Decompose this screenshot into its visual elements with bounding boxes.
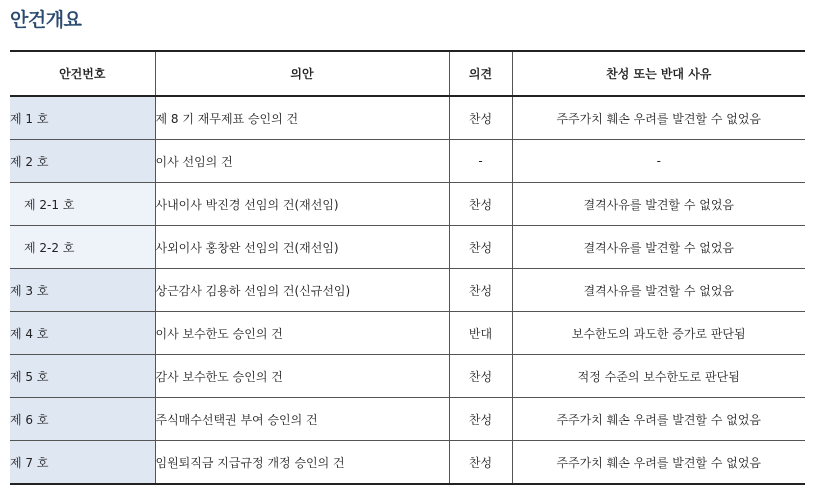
agenda-title-cell: 주식매수선택권 부여 승인의 건 (155, 398, 449, 441)
table-header (10, 51, 805, 96)
header-agenda: 의안 (155, 51, 449, 96)
table-row (10, 312, 805, 355)
agenda-number-cell: 제 7 호 (10, 441, 155, 485)
opinion-cell: 찬성 (449, 355, 512, 398)
agenda-title-cell: 사외이사 홍창완 선임의 건(재선임) (155, 226, 449, 269)
header-reason: 찬성 또는 반대 사유 (512, 51, 805, 96)
header-row (10, 51, 805, 96)
reason-cell: - (512, 140, 805, 183)
agenda-title-cell: 상근감사 김용하 선임의 건(신규선임) (155, 269, 449, 312)
agenda-table (10, 50, 805, 485)
agenda-title-cell: 제 8 기 재무제표 승인의 건 (155, 96, 449, 140)
table-row (10, 226, 805, 269)
table-row (10, 183, 805, 226)
table-row (10, 355, 805, 398)
opinion-cell: 반대 (449, 312, 512, 355)
reason-cell: 결격사유를 발견할 수 없었음 (512, 226, 805, 269)
agenda-number-cell: 제 6 호 (10, 398, 155, 441)
agenda-number-cell: 제 2-2 호 (10, 226, 155, 269)
reason-cell: 주주가치 훼손 우려를 발견할 수 없었음 (512, 398, 805, 441)
opinion-cell: - (449, 140, 512, 183)
table-row (10, 140, 805, 183)
agenda-number-cell: 제 2 호 (10, 140, 155, 183)
header-agenda-number: 안건번호 (10, 51, 155, 96)
page-title: 안건개요 (10, 9, 82, 31)
opinion-cell: 찬성 (449, 269, 512, 312)
header-opinion: 의견 (449, 51, 512, 96)
table-row (10, 398, 805, 441)
agenda-number-cell: 제 1 호 (10, 96, 155, 140)
opinion-cell: 찬성 (449, 398, 512, 441)
opinion-cell: 찬성 (449, 183, 512, 226)
agenda-number-cell: 제 5 호 (10, 355, 155, 398)
agenda-number-cell: 제 3 호 (10, 269, 155, 312)
opinion-cell: 찬성 (449, 96, 512, 140)
agenda-number-cell: 제 4 호 (10, 312, 155, 355)
reason-cell: 주주가치 훼손 우려를 발견할 수 없었음 (512, 96, 805, 140)
reason-cell: 보수한도의 과도한 증가로 판단됨 (512, 312, 805, 355)
agenda-title-cell: 이사 보수한도 승인의 건 (155, 312, 449, 355)
reason-cell: 결격사유를 발견할 수 없었음 (512, 269, 805, 312)
table-row (10, 269, 805, 312)
opinion-cell: 찬성 (449, 226, 512, 269)
agenda-title-cell: 임원퇴직금 지급규정 개정 승인의 건 (155, 441, 449, 485)
reason-cell: 주주가치 훼손 우려를 발견할 수 없었음 (512, 441, 805, 485)
agenda-title-cell: 사내이사 박진경 선임의 건(재선임) (155, 183, 449, 226)
agenda-title-cell: 이사 선임의 건 (155, 140, 449, 183)
agenda-title-cell: 감사 보수한도 승인의 건 (155, 355, 449, 398)
agenda-number-cell: 제 2-1 호 (10, 183, 155, 226)
opinion-cell: 찬성 (449, 441, 512, 485)
table-row (10, 96, 805, 140)
table-row (10, 441, 805, 485)
reason-cell: 적정 수준의 보수한도로 판단됨 (512, 355, 805, 398)
table-body (10, 96, 805, 484)
reason-cell: 결격사유를 발견할 수 없었음 (512, 183, 805, 226)
